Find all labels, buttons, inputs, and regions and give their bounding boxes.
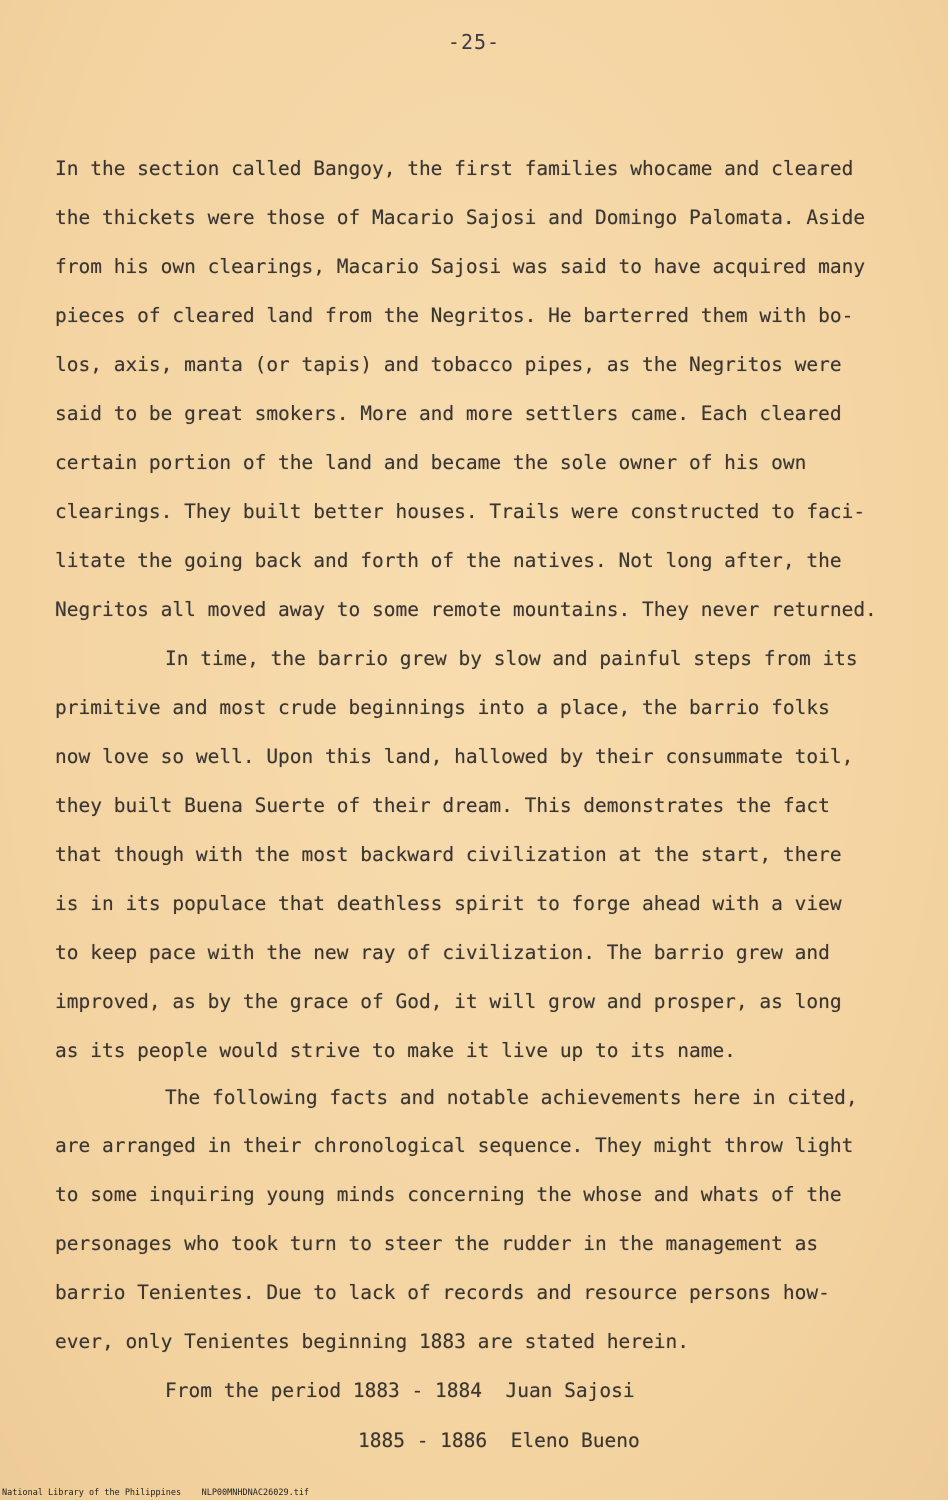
text-line: now love so well. Upon this land, hallowed by their consummate toil, [55,745,854,768]
text-line: litate the going back and forth of the natives. Not long after, the [55,549,842,572]
text-line: said to be great smokers. More and more settlers came. Each cleared [55,402,842,425]
text-line: the thickets were those of Macario Sajosi and Domingo Palomata. Aside [55,206,866,229]
text-line: los, axis, manta (or tapis) and tobacco pipes, as the Negritos were [55,353,842,376]
text-line: they built Buena Suerte of their dream. This demonstrates the fact [55,794,830,817]
text-line: primitive and most crude beginnings into a place, the barrio folks [55,696,830,719]
paragraph-start-line: The following facts and notable achievements here in cited, [165,1086,858,1109]
page-number: -25- [447,30,501,54]
text-line: personages who took turn to steer the rudder in the management as [55,1232,819,1255]
text-line: In the section called Bangoy, the first families whocame and cleared [55,157,854,180]
text-line: from his own clearings, Macario Sajosi was said to have acquired many [55,255,866,278]
teniente-list-item: 1885 - 1886 Eleno Bueno [358,1429,640,1452]
archive-footer: National Library of the Philippines NLP00MNHDNAC26029.tif [2,1488,310,1498]
text-line: as its people would strive to make it live up to its name. [55,1039,736,1062]
text-line: clearings. They built better houses. Trails were constructed to faci- [55,500,866,523]
text-line: to keep pace with the new ray of civilization. The barrio grew and [55,941,830,964]
text-line: barrio Tenientes. Due to lack of records and resource persons how- [55,1281,830,1304]
text-line: to some inquiring young minds concerning the whose and whats of the [55,1183,842,1206]
text-line: improved, as by the grace of God, it will grow and prosper, as long [55,990,842,1013]
text-line: are arranged in their chronological sequence. They might throw light [55,1134,854,1157]
paragraph-start-line: In time, the barrio grew by slow and painful steps from its [165,647,858,670]
text-line: pieces of cleared land from the Negritos. He barterred them with bo- [55,304,854,327]
text-line: that though with the most backward civilization at the start, there [55,843,842,866]
text-line: Negritos all moved away to some remote mountains. They never returned. [55,598,877,621]
text-line: is in its populace that deathless spirit to forge ahead with a view [55,892,842,915]
text-line: certain portion of the land and became the sole owner of his own [55,451,807,474]
teniente-list-item: From the period 1883 - 1884 Juan Sajosi [165,1379,635,1402]
text-line: ever, only Tenientes beginning 1883 are stated herein. [55,1330,689,1353]
